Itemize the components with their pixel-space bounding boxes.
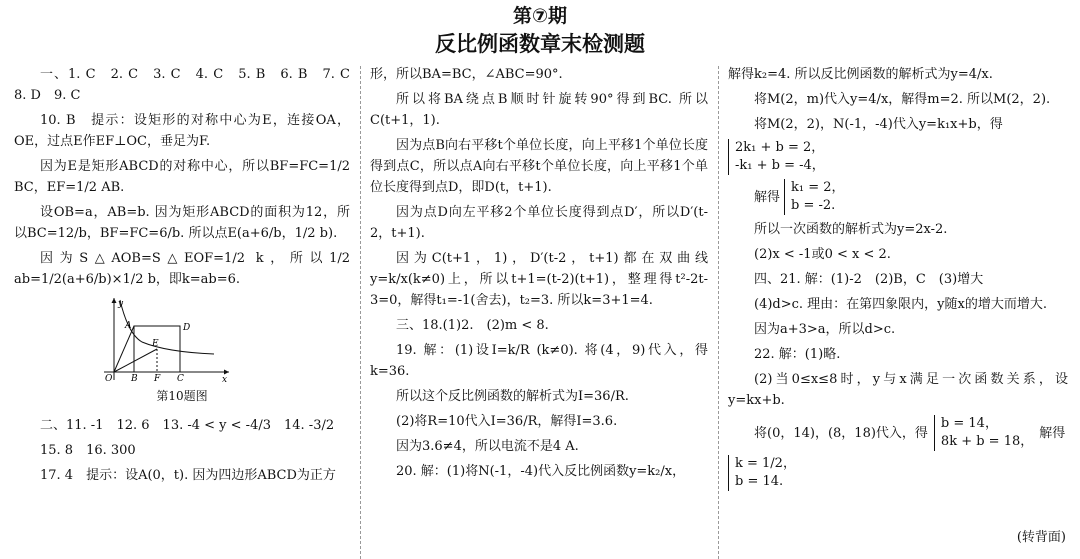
answer-line: (4)d>c. 理由：在第四象限内，y随x的增大而增大. xyxy=(754,297,1047,312)
issue-number: 第⑦期 xyxy=(512,5,568,27)
equation-row: 2k₁ + b = 2， xyxy=(735,140,825,155)
answer-line: 因为点B向右平移t个单位长度，向上平移1个单位长度得到点C，所以点A向右平移t个单位长度，向上平移1个单位长度得到点D，即D(t，t+1). xyxy=(370,138,708,195)
answer-line: 四、21. 解：(1)-2 (2)B，C (3)增大 xyxy=(754,272,984,287)
equation-row: 8k + b = 18， xyxy=(940,434,1034,449)
answer-line: 二、11. -1 12. 6 13. -4 < y < -4/3 14. -3/2 xyxy=(40,418,335,433)
answer-line: 所以将BA绕点B顺时针旋转90°得到BC. 所以C(t+1，1). xyxy=(370,92,708,128)
answer-line: 因为点D向左平移2个单位长度得到点D′，所以D′(t-2，t+1). xyxy=(370,205,708,241)
answer-line: 因为S△AOB=S△EOF=1/2 k，所以1/2 ab=1/2(a+6/b)×1/2 b，即k=ab=6. xyxy=(14,251,350,287)
answer-line: 因为3.6≠4，所以电流不是4 A. xyxy=(396,439,579,454)
answer-line: 因为E是矩形ABCD的对称中心，所以BF=FC=1/2 BC，EF=1/2 AB. xyxy=(14,159,350,195)
column-1 xyxy=(14,64,364,490)
answer-line: 17. 4 提示：设A(0，t). 因为四边形ABCD为正方 xyxy=(40,468,336,483)
answer-line: 解得k₂=4. 所以反比例函数的解析式为y=4/x. xyxy=(728,67,993,82)
column-2 xyxy=(370,64,708,486)
answer-line: 15. 8 16. 300 xyxy=(40,443,136,458)
point-label-c: C xyxy=(177,374,184,382)
answer-line: 将M(2，m)代入y=4/x，解得m=2. 所以M(2，2). xyxy=(754,92,1051,107)
answer-line: 因为C(t+1，1)，D′(t-2，t+1)都在双曲线y=k/x(k≠0)上，所以t+1=(t-2)(t+1)，整理得t²-2t-3=0，解得t₁=-1(舍去)，t₂=3. 所以k=3+1=4. xyxy=(370,251,708,308)
point-label-o: O xyxy=(105,374,113,382)
equation-row: k₁ = 2， xyxy=(791,180,845,195)
figure-caption: 第10题图 xyxy=(156,389,208,403)
point-label-f: F xyxy=(154,374,161,382)
equation-row: b = -2. xyxy=(791,198,836,213)
y-axis-label: y xyxy=(118,299,124,309)
answer-line: 因为a+3>a，所以d>c. xyxy=(754,322,896,337)
equation-row: b = 14. xyxy=(735,474,784,489)
substitute-label: 将(0，14)，(8，18)代入，得 xyxy=(754,425,928,441)
column-3 xyxy=(728,64,1068,495)
answer-line: 所以这个反比例函数的解析式为I=36/R. xyxy=(396,389,629,404)
x-axis-label: x xyxy=(222,375,228,382)
page-header xyxy=(0,0,1080,59)
answer-line: (2)将R=10代入I=36/R，解得I=3.6. xyxy=(396,414,618,429)
equation-row: -k₁ + b = -4， xyxy=(735,158,825,173)
answer-line: 10. B 提示：设矩形的对称中心为E，连接OA，OE，过点E作EF⊥OC，垂足为F. xyxy=(14,113,350,149)
equation-row: b = 14， xyxy=(940,416,998,431)
point-label-a: A xyxy=(125,321,132,331)
continue-note: (转背面) xyxy=(1016,530,1066,545)
page-title: 反比例函数章末检测题 xyxy=(435,32,645,56)
answer-line: 19. 解：(1)设I=k/R (k≠0). 将(4，9)代入，得k=36. xyxy=(370,343,708,379)
point-label-b: B xyxy=(131,374,138,382)
question-10-figure xyxy=(94,294,234,382)
answer-line: (2)x < -1或0 < x < 2. xyxy=(754,247,891,262)
answer-line: 设OB=a，AB=b. 因为矩形ABCD的面积为12，所以BC=12/b，BF=FC=6/b. 所以点E(a+6/b，1/2 b). xyxy=(14,205,350,241)
solve-label: 解得 xyxy=(1039,425,1066,441)
answer-line: 一、1. C 2. C 3. C 4. C 5. B 6. B 7. C 8. D 9. C xyxy=(14,67,364,103)
solution-system xyxy=(754,179,1068,215)
answer-line: 将M(2，2)，N(-1，-4)代入y=k₁x+b，得 xyxy=(754,117,1003,132)
column-divider xyxy=(718,66,719,559)
equation-system xyxy=(754,415,1068,451)
answer-line: 20. 解：(1)将N(-1，-4)代入反比例函数y=k₂/x， xyxy=(396,464,686,479)
solution-system xyxy=(728,455,1068,491)
answer-line: 22. 解：(1)略. xyxy=(754,347,841,362)
solve-label: 解得 xyxy=(754,189,781,205)
answer-line: 三、18.(1)2. (2)m < 8. xyxy=(396,318,549,333)
equation-system xyxy=(728,139,1068,175)
point-label-d: D xyxy=(183,323,191,333)
answer-line: (2)当0≤x≤8时，y与x满足一次函数关系，设y=kx+b. xyxy=(728,372,1068,408)
equation-row: k = 1/2， xyxy=(735,456,796,471)
column-divider xyxy=(360,66,361,559)
point-label-e: E xyxy=(152,339,159,349)
answer-line: 所以一次函数的解析式为y=2x-2. xyxy=(754,222,948,237)
answer-line: 形，所以BA=BC，∠ABC=90°. xyxy=(370,67,563,82)
